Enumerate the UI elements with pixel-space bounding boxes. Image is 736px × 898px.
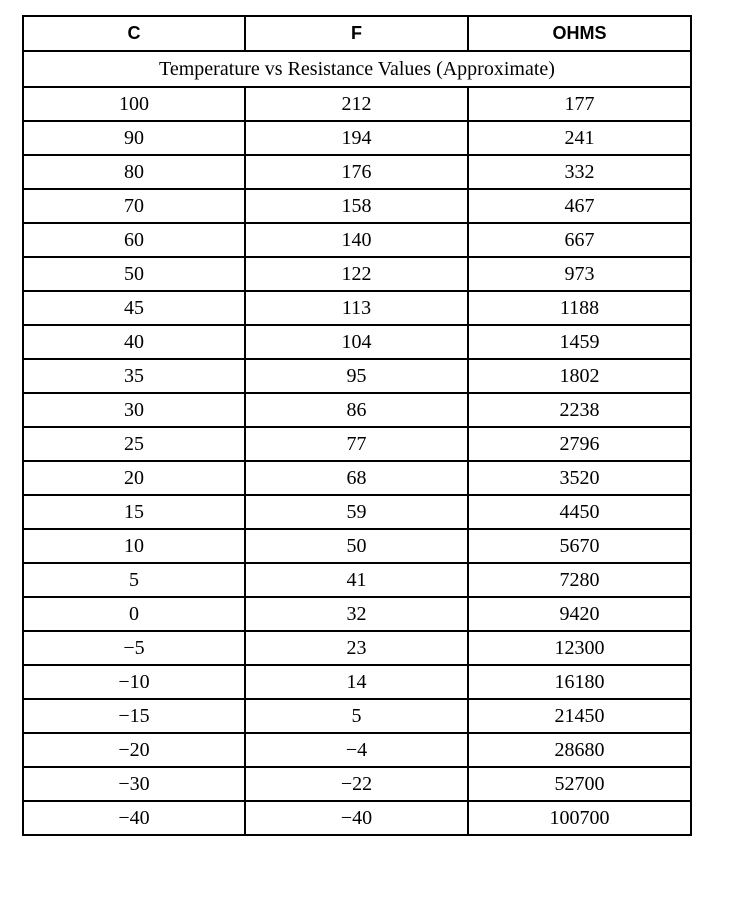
header-celsius: C bbox=[23, 16, 245, 51]
ohms-cell: 2238 bbox=[468, 393, 691, 427]
table-row bbox=[23, 461, 691, 495]
fahrenheit-cell: 68 bbox=[245, 461, 468, 495]
temperature-resistance-table bbox=[22, 15, 692, 836]
table-header bbox=[23, 16, 691, 87]
fahrenheit-cell: 41 bbox=[245, 563, 468, 597]
fahrenheit-cell: 176 bbox=[245, 155, 468, 189]
table-row bbox=[23, 257, 691, 291]
celsius-cell: 0 bbox=[23, 597, 245, 631]
fahrenheit-cell: 59 bbox=[245, 495, 468, 529]
ohms-cell: 52700 bbox=[468, 767, 691, 801]
celsius-cell: 50 bbox=[23, 257, 245, 291]
ohms-cell: 332 bbox=[468, 155, 691, 189]
fahrenheit-cell: −4 bbox=[245, 733, 468, 767]
table-body bbox=[23, 87, 691, 835]
fahrenheit-cell: 113 bbox=[245, 291, 468, 325]
celsius-cell: 60 bbox=[23, 223, 245, 257]
ohms-cell: 16180 bbox=[468, 665, 691, 699]
table-row bbox=[23, 665, 691, 699]
fahrenheit-cell: 104 bbox=[245, 325, 468, 359]
celsius-cell: 40 bbox=[23, 325, 245, 359]
fahrenheit-cell: 14 bbox=[245, 665, 468, 699]
ohms-cell: 2796 bbox=[468, 427, 691, 461]
fahrenheit-cell: 5 bbox=[245, 699, 468, 733]
ohms-cell: 1459 bbox=[468, 325, 691, 359]
ohms-cell: 28680 bbox=[468, 733, 691, 767]
table-row bbox=[23, 121, 691, 155]
fahrenheit-cell: 140 bbox=[245, 223, 468, 257]
celsius-cell: −30 bbox=[23, 767, 245, 801]
ohms-cell: 7280 bbox=[468, 563, 691, 597]
fahrenheit-cell: 23 bbox=[245, 631, 468, 665]
table-row bbox=[23, 359, 691, 393]
celsius-cell: 20 bbox=[23, 461, 245, 495]
table-row bbox=[23, 495, 691, 529]
header-fahrenheit: F bbox=[245, 16, 468, 51]
celsius-cell: −5 bbox=[23, 631, 245, 665]
fahrenheit-cell: 32 bbox=[245, 597, 468, 631]
table-row bbox=[23, 291, 691, 325]
table-row bbox=[23, 631, 691, 665]
table-row bbox=[23, 733, 691, 767]
ohms-cell: 241 bbox=[468, 121, 691, 155]
ohms-cell: 5670 bbox=[468, 529, 691, 563]
fahrenheit-cell: 194 bbox=[245, 121, 468, 155]
celsius-cell: 5 bbox=[23, 563, 245, 597]
table-row bbox=[23, 529, 691, 563]
celsius-cell: −10 bbox=[23, 665, 245, 699]
celsius-cell: −40 bbox=[23, 801, 245, 835]
fahrenheit-cell: 95 bbox=[245, 359, 468, 393]
celsius-cell: 35 bbox=[23, 359, 245, 393]
ohms-cell: 467 bbox=[468, 189, 691, 223]
fahrenheit-cell: 77 bbox=[245, 427, 468, 461]
ohms-cell: 4450 bbox=[468, 495, 691, 529]
table-row bbox=[23, 223, 691, 257]
celsius-cell: 30 bbox=[23, 393, 245, 427]
celsius-cell: 10 bbox=[23, 529, 245, 563]
celsius-cell: −15 bbox=[23, 699, 245, 733]
fahrenheit-cell: −22 bbox=[245, 767, 468, 801]
table-row bbox=[23, 427, 691, 461]
header-ohms: OHMS bbox=[468, 16, 691, 51]
fahrenheit-cell: 212 bbox=[245, 87, 468, 121]
celsius-cell: 100 bbox=[23, 87, 245, 121]
fahrenheit-cell: 122 bbox=[245, 257, 468, 291]
table-row bbox=[23, 767, 691, 801]
table-caption: Temperature vs Resistance Values (Approximate) bbox=[23, 51, 691, 87]
fahrenheit-cell: 158 bbox=[245, 189, 468, 223]
ohms-cell: 100700 bbox=[468, 801, 691, 835]
table-row bbox=[23, 87, 691, 121]
caption-row bbox=[23, 51, 691, 87]
ohms-cell: 973 bbox=[468, 257, 691, 291]
header-row bbox=[23, 16, 691, 51]
ohms-cell: 1802 bbox=[468, 359, 691, 393]
ohms-cell: 667 bbox=[468, 223, 691, 257]
ohms-cell: 9420 bbox=[468, 597, 691, 631]
table-row bbox=[23, 189, 691, 223]
table-row bbox=[23, 699, 691, 733]
table-row bbox=[23, 393, 691, 427]
ohms-cell: 177 bbox=[468, 87, 691, 121]
celsius-cell: 15 bbox=[23, 495, 245, 529]
ohms-cell: 21450 bbox=[468, 699, 691, 733]
celsius-cell: 90 bbox=[23, 121, 245, 155]
table-row bbox=[23, 597, 691, 631]
table-row bbox=[23, 155, 691, 189]
celsius-cell: 45 bbox=[23, 291, 245, 325]
celsius-cell: −20 bbox=[23, 733, 245, 767]
celsius-cell: 25 bbox=[23, 427, 245, 461]
celsius-cell: 80 bbox=[23, 155, 245, 189]
ohms-cell: 3520 bbox=[468, 461, 691, 495]
fahrenheit-cell: 50 bbox=[245, 529, 468, 563]
table-row bbox=[23, 563, 691, 597]
ohms-cell: 1188 bbox=[468, 291, 691, 325]
fahrenheit-cell: −40 bbox=[245, 801, 468, 835]
ohms-cell: 12300 bbox=[468, 631, 691, 665]
celsius-cell: 70 bbox=[23, 189, 245, 223]
table-row bbox=[23, 801, 691, 835]
table-row bbox=[23, 325, 691, 359]
fahrenheit-cell: 86 bbox=[245, 393, 468, 427]
